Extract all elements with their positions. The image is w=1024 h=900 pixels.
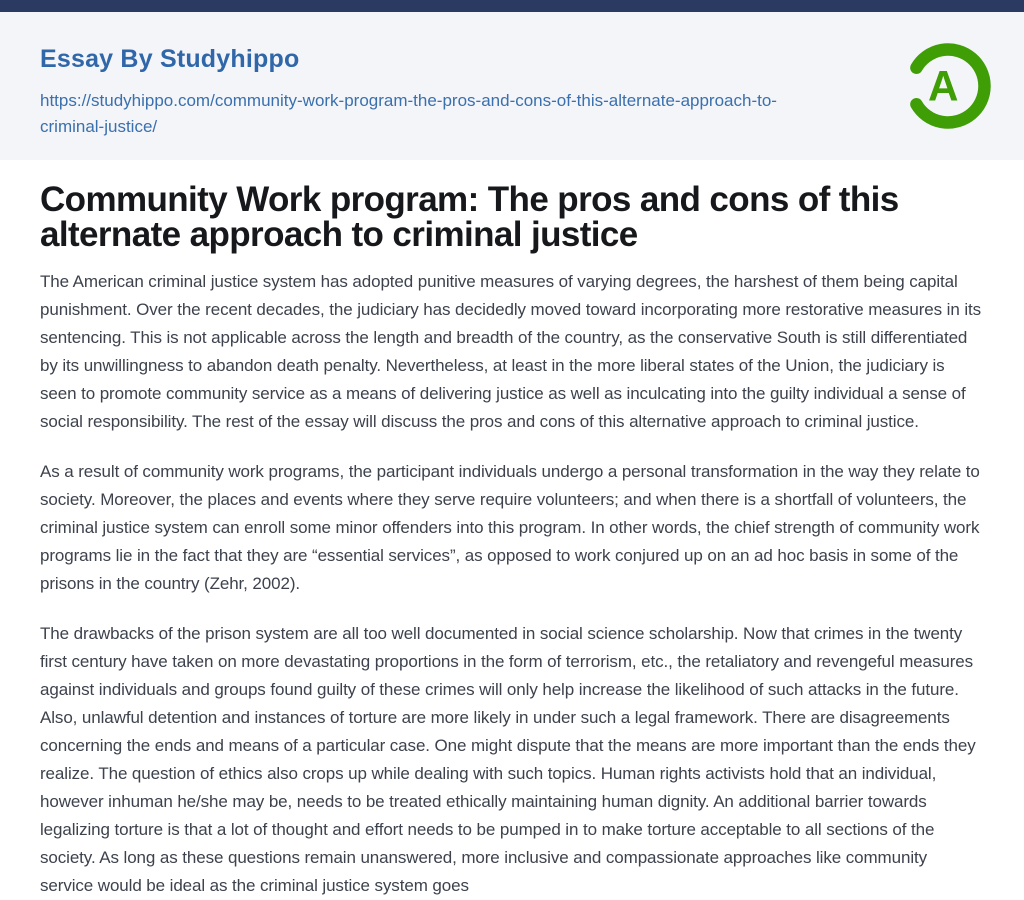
source-url-link[interactable]: https://studyhippo.com/community-work-program-the-pros-and-cons-of-this-alternate-approach-to-criminal-justice/	[40, 91, 777, 136]
page-header	[0, 12, 1024, 160]
paragraph-cons: The drawbacks of the prison system are all too well documented in social science scholarship. Now that crimes in the twenty first century have taken on more devastating proportions in the form of terrorism, etc., the retaliatory and revengeful measures against individuals and groups found guilty of these crimes will only help increase the likelihood of such attacks in the future. Also, unlawful detention and instances of torture are more likely in under such a legal framework. There are disagreements concerning the ends and means of a particular case. One might dispute that the means are more important than the ends they realize. The question of ethics also crops up while dealing with such topics. Human rights activists hold that an individual, however inhuman he/she may be, needs to be treated ethically maintaining human dignity. An additional barrier towards legalizing torture is that a lot of thought and effort needs to be pumped in to make torture acceptable to all sections of the society. As long as these questions remain unanswered, more inclusive and compassionate approaches like community service would be ideal as the criminal justice system goes	[40, 624, 976, 895]
article-title: Community Work program: The pros and cons of this alternate approach to criminal justice	[40, 180, 899, 254]
top-accent-bar	[0, 0, 1024, 12]
logo-arc-icon	[900, 38, 996, 134]
paragraph-pros: As a result of community work programs, the participant individuals undergo a personal transformation in the way they relate to society. Moreover, the places and events where they serve require volunteers; and when there is a shortfall of volunteers, the criminal justice system can enroll some minor offenders into this program. In other words, the chief strength of community work programs lie in the fact that they are “essential services”, as opposed to work conjured up on an ad hoc basis in some of the prisons in the country (Zehr, 2002).	[40, 462, 980, 593]
paragraph-intro: The American criminal justice system has adopted punitive measures of varying degrees, the harshest of them being capital punishment. Over the recent decades, the judiciary has decidedly moved toward incorporating more restorative measures in its sentencing. This is not applicable across the length and breadth of the country, as the conservative South is still differentiated by its unwillingness to abandon death penalty. Nevertheless, at least in the more liberal states of the Union, the judiciary is seen to promote community service as a means of delivering justice as well as inculcating into the guilty individual a sense of social responsibility. The rest of the essay will discuss the pros and cons of this alternative approach to criminal justice.	[40, 272, 982, 431]
article-body	[40, 268, 984, 900]
logo-letter: A	[927, 62, 959, 110]
studyhippo-logo	[900, 38, 996, 134]
site-label: Essay By Studyhippo	[40, 45, 300, 73]
essay-content	[0, 160, 1024, 900]
